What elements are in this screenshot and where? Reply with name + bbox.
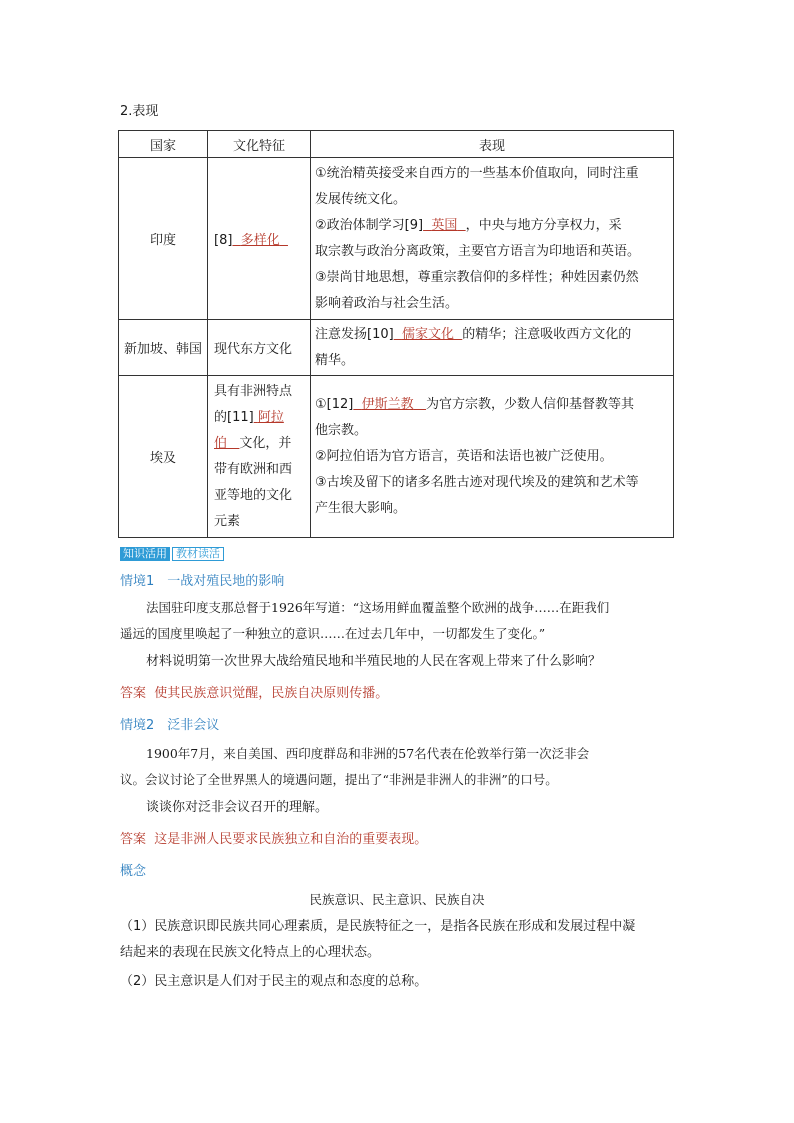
egypt-line-4: ③古埃及留下的诸多名胜古迹对现代埃及的建筑和艺术等 [315,474,639,490]
india-feature-prefix: [8] [214,233,233,248]
concept-p1-line2: 结起来的表现在民族文化特点上的心理状态。 [120,945,381,960]
table-row-singapore [119,320,674,376]
answer-label: 答案 [120,832,147,847]
india-country: 印度 [119,158,208,320]
scenario1-quote-1: 法国驻印度支那总督于1926年写道：“这场用鲜血覆盖整个欧洲的战争……在距我们 [146,600,610,615]
table-header-row [119,131,674,158]
scenario1-answer [120,682,388,701]
india-line-5: ③崇尚甘地思想，尊重宗教信仰的多样性；种姓因素仍然 [315,269,639,285]
scenario2-title: 情境2 泛非会议 [120,718,220,733]
singapore-blank-10: 儒家文化 [401,326,454,342]
concept-label: 概念 [120,864,147,879]
table-row-egypt [119,376,674,538]
singapore-performance [311,320,674,376]
india-line-3: ②政治体制学习[9] 英国 ，中央与地方分享权力，采 [315,217,622,233]
egypt-country: 埃及 [119,376,208,538]
india-performance [311,158,674,320]
culture-table [118,130,674,538]
concept-title: 民族意识、民主意识、民族自决 [309,892,485,907]
egypt-blank-11b: 伯 [214,435,228,451]
india-feature-blank: 多样化 [240,233,280,248]
india-feature [208,158,311,320]
india-blank-9: 英国 [431,217,458,233]
india-line-6: 影响着政治与社会生活。 [315,295,459,311]
scenario1-question: 材料说明第一次世界大战给殖民地和半殖民地的人民在客观上带来了什么影响？ [146,654,602,669]
table-row-india [119,158,674,320]
tag-textbook-read: 教材读活 [172,547,224,561]
singapore-line-1: 注意发扬[10] 儒家文化 的精华；注意吸收西方文化的 [315,326,632,342]
scenario2-answer [120,828,427,847]
singapore-line-2: 精华。 [315,352,355,368]
egypt-blank-11a: 阿拉 [257,409,284,425]
scenario1-title: 情境1 一战对殖民地的影响 [120,574,285,589]
tag-bar [120,542,224,561]
egypt-line-5: 产生很大影响。 [315,500,407,516]
egypt-blank-12: 伊斯兰教 [361,396,414,412]
answer-text: 这是非洲人民要求民族独立和自治的重要表现。 [154,832,428,847]
india-line-4: 取宗教与政治分离政策，主要官方语言为印地语和英语。 [315,243,641,259]
tag-knowledge-apply: 知识活用 [120,547,170,561]
egypt-line-2: 他宗教。 [315,422,368,438]
scenario2-quote-2: 议。会议讨论了全世界黑人的境遇问题，提出了“非洲是非洲人的非洲”的口号。 [120,772,558,787]
egypt-feature: 具有非洲特点 的[11] 阿拉 伯 文化，并 带有欧洲和西 亚等地的文化 元素 [208,376,311,538]
scenario2-quote-1: 1900年7月，来自美国、西印度群岛和非洲的57名代表在伦敦举行第一次泛非会 [146,746,590,761]
singapore-country: 新加坡、韩国 [119,320,208,376]
concept-p2: （2）民主意识是人们对于民主的观点和态度的总称。 [120,974,428,989]
egypt-performance [311,376,674,538]
header-country: 国家 [119,131,208,158]
answer-text: 使其民族意识觉醒，民族自决原则传播。 [154,686,389,701]
concept-p1-line1: （1）民族意识即民族共同心理素质，是民族特征之一，是指各民族在形成和发展过程中凝 [120,919,636,934]
singapore-feature: 现代东方文化 [208,320,311,376]
india-line-2: 发展传统文化。 [315,191,407,207]
egypt-line-1: ①[12] 伊斯兰教 为官方宗教，少数人信仰基督教等其 [315,396,635,412]
egypt-line-3: ②阿拉伯语为官方语言，英语和法语也被广泛使用。 [315,448,613,464]
header-feature: 文化特征 [208,131,311,158]
india-line-1: ①统治精英接受来自西方的一些基本价值取向，同时注重 [315,165,639,181]
section-heading: 2.表现 [120,104,159,119]
scenario2-question: 谈谈你对泛非会议召开的理解。 [146,800,329,815]
scenario1-quote-2: 遥远的国度里唤起了一种独立的意识……在过去几年中，一切都发生了变化。” [120,626,546,641]
answer-label: 答案 [120,686,147,701]
header-performance: 表现 [311,131,674,158]
